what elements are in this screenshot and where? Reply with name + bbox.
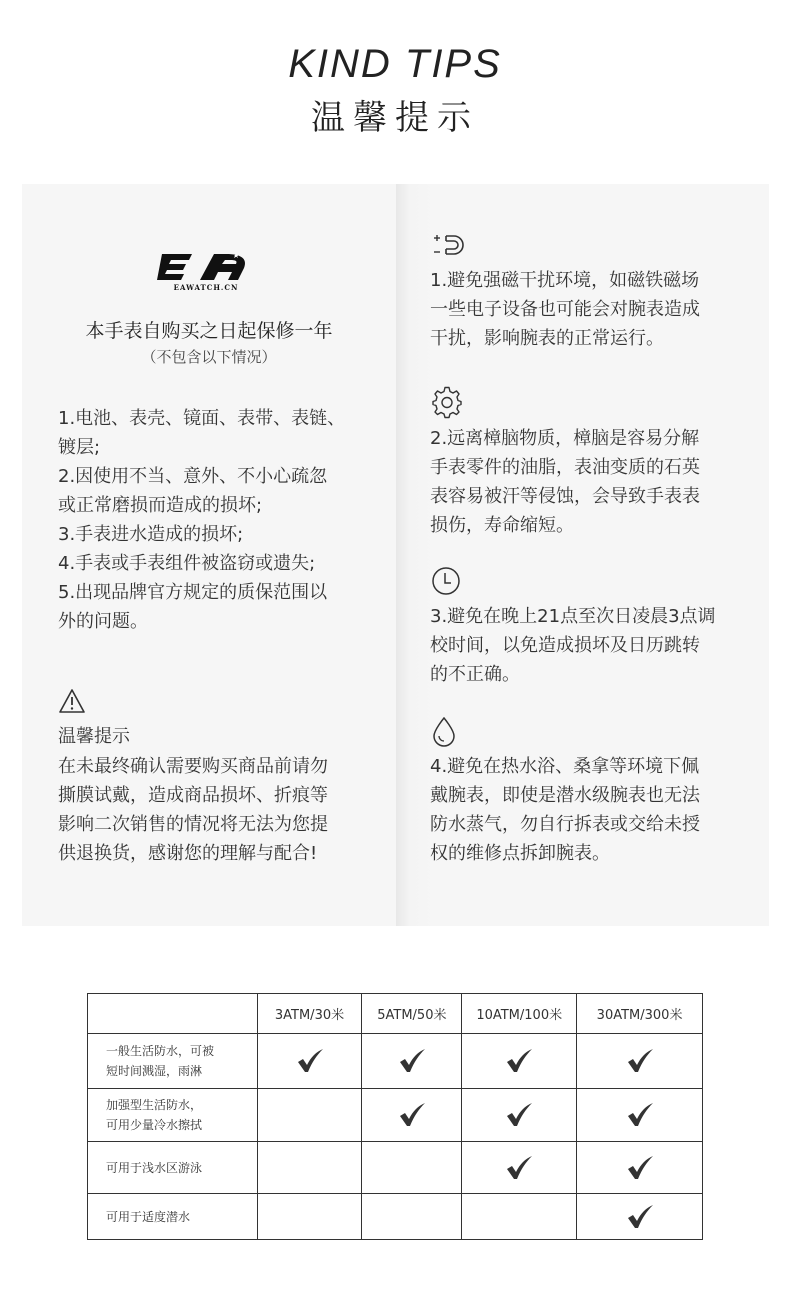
- warm-tip-line: 撕膜试戴，造成商品损坏、折痕等: [58, 785, 328, 806]
- warranty-card: [22, 184, 396, 926]
- warm-tip-title: 温馨提示: [58, 726, 130, 747]
- tip-magnetic: [430, 228, 750, 353]
- table-cell: [462, 1142, 577, 1194]
- gear-icon: [430, 386, 464, 420]
- warm-tip-body: [58, 752, 378, 868]
- care-tips-card: [396, 184, 769, 926]
- tip-line: 防水蒸气，勿自行拆表或交给未授: [430, 814, 700, 835]
- row-label: [88, 1034, 258, 1089]
- check-icon: [296, 1048, 324, 1074]
- table-row: [88, 1089, 703, 1142]
- row-label: [88, 1089, 258, 1142]
- tip-line: 4.避免在热水浴、桑拿等环境下佩: [430, 756, 700, 777]
- table-cell: [462, 1034, 577, 1089]
- table-cell: [362, 1194, 462, 1240]
- row-label: [88, 1194, 258, 1240]
- tip-camphor: [430, 386, 750, 540]
- water-drop-icon: [430, 714, 464, 748]
- table-header-cell: 30ATM/300米: [577, 994, 703, 1034]
- exclusion-line: 镀层;: [58, 437, 101, 458]
- logo-text: EAWATCH.CN: [173, 283, 239, 292]
- table-header-cell: [88, 994, 258, 1034]
- table-cell: [257, 1142, 362, 1194]
- table-row: [88, 1034, 703, 1089]
- magnet-icon: [430, 228, 464, 262]
- table-row: [88, 1142, 703, 1194]
- table-cell: [462, 1194, 577, 1240]
- check-icon: [505, 1102, 533, 1128]
- tip-time-setting: [430, 564, 750, 689]
- tip-line: 一些电子设备也可能会对腕表造成: [430, 299, 700, 320]
- row-label-line: 短时间溅湿，雨淋: [106, 1064, 203, 1078]
- tip-line: 表容易被汗等侵蚀，会导致手表表: [430, 486, 700, 507]
- warm-tip-line: 影响二次销售的情况将无法为您提: [58, 814, 328, 835]
- row-label: [88, 1142, 258, 1194]
- warm-tip-line: 在未最终确认需要购买商品前请勿: [58, 756, 328, 777]
- table-cell: [577, 1089, 703, 1142]
- tip-line: 损伤，寿命缩短。: [430, 515, 574, 536]
- row-label-line: 一般生活防水，可被: [106, 1044, 215, 1058]
- table-header-cell: 5ATM/50米: [362, 994, 462, 1034]
- table-cell: [577, 1034, 703, 1089]
- table-cell: [362, 1034, 462, 1089]
- table-cell: [362, 1142, 462, 1194]
- tip-line: 2.远离樟脑物质，樟脑是容易分解: [430, 428, 700, 449]
- row-label-line: 可用于适度潜水: [106, 1209, 191, 1224]
- exclusion-line: 3.手表进水造成的损坏;: [58, 524, 244, 545]
- table-cell: [362, 1089, 462, 1142]
- check-icon: [626, 1204, 654, 1230]
- clock-icon: [430, 564, 464, 598]
- warranty-title: 本手表自购买之日起保修一年: [85, 320, 333, 342]
- brand-logo: [156, 246, 256, 292]
- tip-line: 3.避免在晚上21点至次日凌晨3点调: [430, 606, 716, 627]
- table-cell: [257, 1089, 362, 1142]
- tip-line: 戴腕表，即使是潜水级腕表也无法: [430, 785, 700, 806]
- warranty-subtitle: （不包含以下情况）: [141, 348, 277, 366]
- tip-line: 手表零件的油脂，表油变质的石英: [430, 457, 700, 478]
- tip-line: 1.避免强磁干扰环境，如磁铁磁场: [430, 270, 700, 291]
- exclusion-line: 外的问题。: [58, 611, 148, 632]
- tip-line: 校时间，以免造成损坏及日历跳转: [430, 635, 700, 656]
- check-icon: [505, 1048, 533, 1074]
- tip-steam: [430, 714, 750, 868]
- table-cell: [257, 1194, 362, 1240]
- exclusion-line: 4.手表或手表组件被盗窃或遗失;: [58, 553, 316, 574]
- check-icon: [626, 1155, 654, 1181]
- tip-line: 的不正确。: [430, 664, 520, 685]
- title-english: KIND TIPS: [288, 42, 502, 86]
- check-icon: [505, 1155, 533, 1181]
- check-icon: [626, 1048, 654, 1074]
- table-cell: [257, 1034, 362, 1089]
- table-header-cell: 3ATM/30米: [257, 994, 362, 1034]
- table-cell: [577, 1142, 703, 1194]
- row-label-line: 加强型生活防水，: [106, 1098, 203, 1112]
- warning-icon: [58, 688, 86, 714]
- exclusion-list: [58, 404, 378, 636]
- check-icon: [398, 1102, 426, 1128]
- check-icon: [398, 1048, 426, 1074]
- table-header-row: [88, 994, 703, 1034]
- table-row: [88, 1194, 703, 1240]
- check-icon: [626, 1102, 654, 1128]
- title-chinese: 温馨提示: [311, 98, 479, 138]
- table-header-cell: 10ATM/100米: [462, 994, 577, 1034]
- tip-line: 权的维修点拆卸腕表。: [430, 843, 610, 864]
- exclusion-line: 或正常磨损而造成的损坏;: [58, 495, 263, 516]
- row-label-line: 可用少量冷水擦拭: [106, 1118, 203, 1132]
- exclusion-line: 1.电池、表壳、镜面、表带、表链、: [58, 408, 346, 429]
- page-header: [0, 40, 790, 140]
- row-label-line: 可用于浅水区游泳: [106, 1160, 203, 1175]
- table-cell: [462, 1089, 577, 1142]
- warm-tip-line: 供退换货，感谢您的理解与配合!: [58, 843, 318, 864]
- table-cell: [577, 1194, 703, 1240]
- water-resistance-table: [87, 993, 703, 1240]
- exclusion-line: 5.出现品牌官方规定的质保范围以: [58, 582, 328, 603]
- tip-line: 干扰，影响腕表的正常运行。: [430, 328, 664, 349]
- exclusion-line: 2.因使用不当、意外、不小心疏忽: [58, 466, 328, 487]
